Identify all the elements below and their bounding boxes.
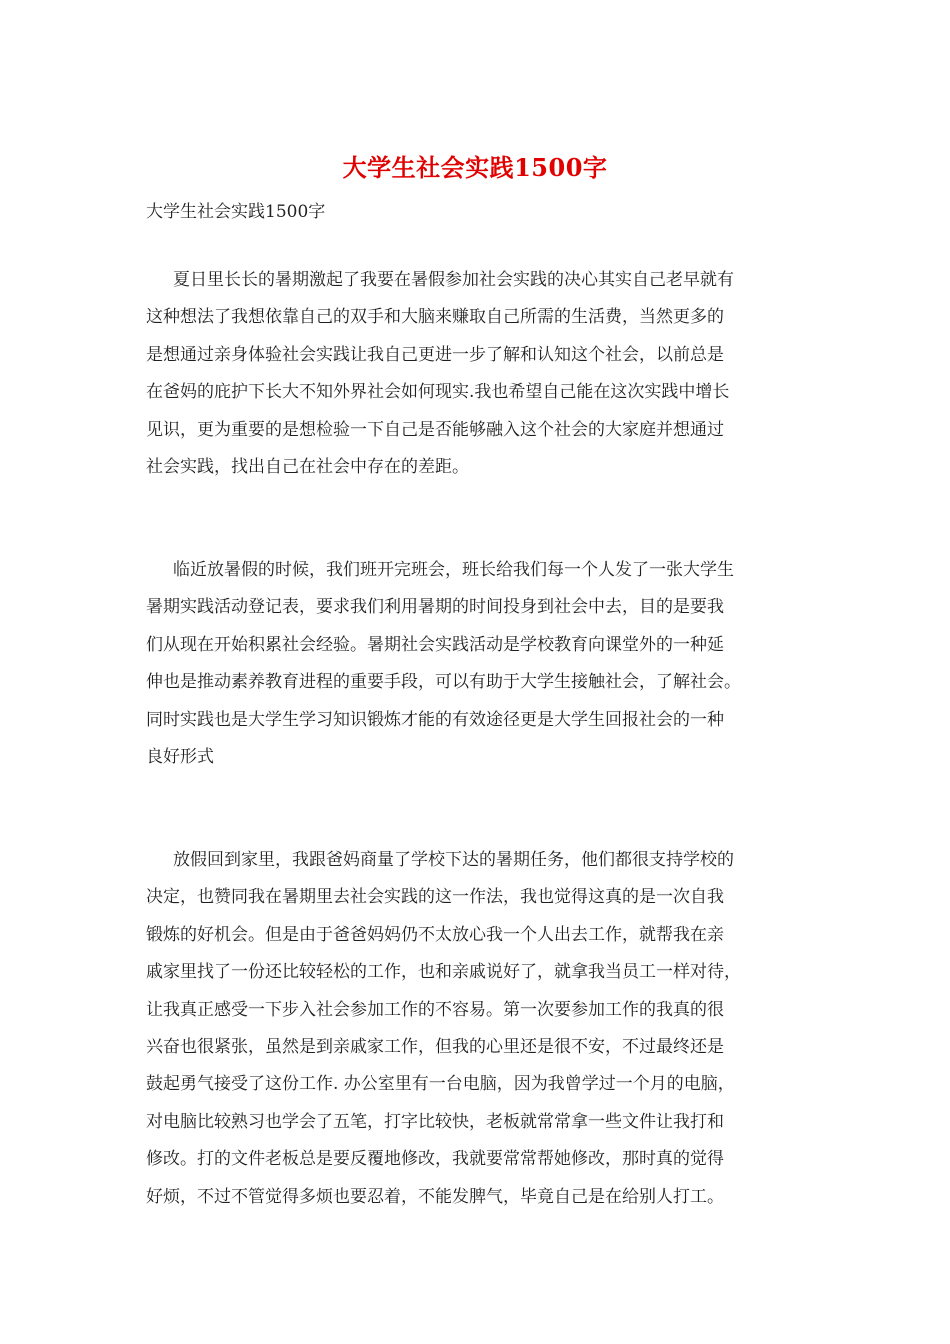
paragraph-line: 决定，也赞同我在暑期里去社会实践的这一作法，我也觉得这真的是一次自我 [146, 887, 724, 908]
paragraph-line: 这种想法了我想依靠自己的双手和大脑来赚取自己所需的生活费，当然更多的 [146, 307, 724, 328]
paragraph-2 [146, 552, 806, 776]
paragraph-3 [146, 842, 806, 1216]
paragraph-line: 们从现在开始积累社会经验。暑期社会实践活动是学校教育向课堂外的一种延 [146, 634, 724, 655]
paragraph-line: 同时实践也是大学生学习知识锻炼才能的有效途径更是大学生回报社会的一种 [146, 709, 724, 730]
paragraph-line: 伸也是推动素养教育进程的重要手段，可以有助于大学生接触社会，了解社会。 [146, 672, 741, 693]
paragraph-line: 让我真正感受一下步入社会参加工作的不容易。第一次要参加工作的我真的很 [146, 999, 724, 1020]
paragraph-line: 社会实践，找出自己在社会中存在的差距。 [146, 457, 469, 478]
paragraph-line: 戚家里找了一份还比较轻松的工作，也和亲戚说好了，就拿我当员工一样对待， [146, 962, 741, 983]
paragraph-line: 夏日里长长的暑期激起了我要在暑假参加社会实践的决心其实自己老早就有 [173, 270, 734, 290]
paragraph-line: 兴奋也很紧张，虽然是到亲戚家工作，但我的心里还是很不安，不过最终还是 [146, 1037, 724, 1058]
paragraph-line: 锻炼的好机会。但是由于爸爸妈妈仍不太放心我一个人出去工作，就帮我在亲 [146, 924, 724, 945]
paragraph-line: 在爸妈的庇护下长大不知外界社会如何现实.我也希望自己能在这次实践中增长 [146, 382, 730, 403]
document-subtitle: 大学生社会实践1500字 [146, 202, 326, 222]
paragraph-line: 对电脑比较熟习也学会了五笔，打字比较快，老板就常常拿一些文件让我打和 [146, 1111, 724, 1132]
paragraph-line: 好烦，不过不管觉得多烦也要忍着，不能发脾气，毕竟自己是在给别人打工。 [146, 1186, 724, 1207]
paragraph-line: 良好形式 [146, 747, 214, 768]
paragraph-1 [146, 262, 806, 486]
paragraph-line: 是想通过亲身体验社会实践让我自己更进一步了解和认知这个社会，以前总是 [146, 344, 724, 365]
document-title: 大学生社会实践1500字 [342, 153, 608, 182]
paragraph-line: 临近放暑假的时候，我们班开完班会，班长给我们每一个人发了一张大学生 [173, 560, 734, 580]
paragraph-line: 鼓起勇气接受了这份工作. 办公室里有一台电脑，因为我曾学过一个月的电脑， [146, 1074, 735, 1095]
paragraph-line: 放假回到家里，我跟爸妈商量了学校下达的暑期任务，他们都很支持学校的 [173, 850, 734, 870]
paragraph-line: 见识，更为重要的是想检验一下自己是否能够融入这个社会的大家庭并想通过 [146, 419, 724, 440]
paragraph-line: 修改。打的文件老板总是要反覆地修改，我就要常常帮她修改，那时真的觉得 [146, 1149, 724, 1170]
paragraph-line: 暑期实践活动登记表，要求我们利用暑期的时间投身到社会中去，目的是要我 [146, 597, 724, 618]
